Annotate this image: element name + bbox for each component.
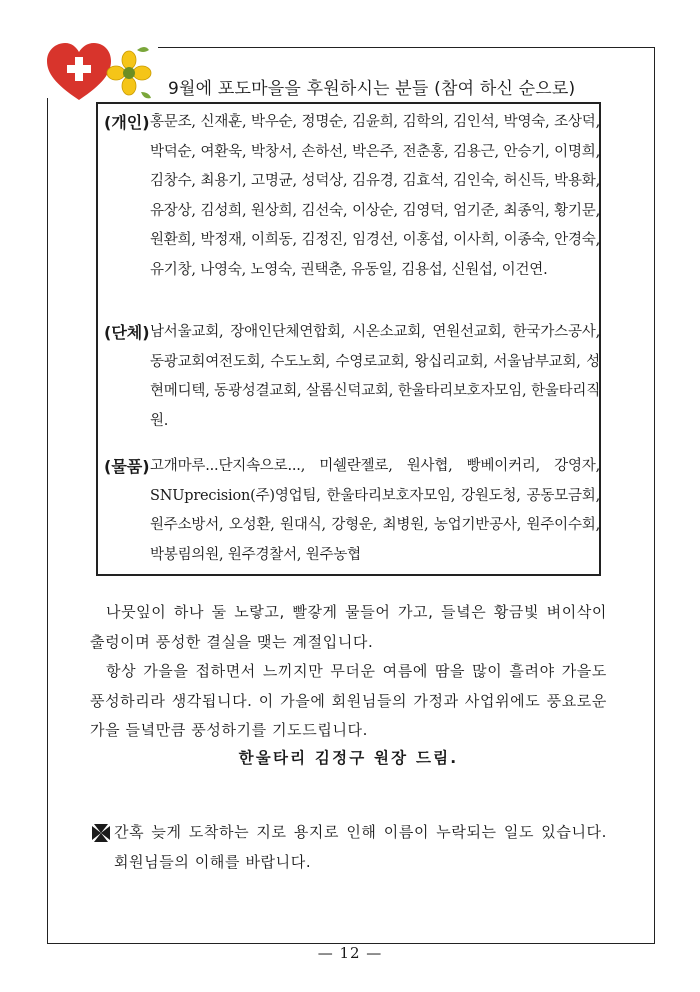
message-paragraph-2: 항상 가을을 접하면서 느끼지만 무더운 여름에 땀을 많이 흘려야 가을도 풍성하리라 생각됩니다. 이 가을에 회원님들의 가정과 사업위에도 풍요로운 가을 들녘만큼 풍성하기를 기도드립니다. [90, 662, 607, 739]
donor-names-organization: 남서울교회, 장애인단체연합회, 시온소교회, 연원선교회, 한국가스공사, 동광교회여전도회, 수도노회, 수영로교회, 왕십리교회, 서울남부교회, 성현메디텍, 동광성결교회, 살롬신덕교회, 한울타리보호자모임, 한울타리직원. [150, 324, 600, 429]
page-frame-right [654, 47, 655, 943]
donor-list-box [96, 102, 601, 576]
donor-section-goods [104, 452, 600, 570]
flower-icon [107, 47, 151, 98]
category-label-individual: (개인) [104, 113, 150, 132]
page-number: — 12 — [317, 944, 383, 962]
maltese-cross-icon [90, 822, 112, 844]
page-frame-top [158, 47, 655, 48]
category-label-organization: (단체) [104, 323, 150, 342]
message-paragraph-1: 나뭇잎이 하나 둘 노랗고, 빨갛게 물들어 가고, 들녘은 황금빛 벼이삭이 출렁이며 풍성한 결실을 맺는 계절입니다. [90, 603, 607, 651]
signature: 한울타리 김정구 원장 드림. [238, 749, 459, 767]
notice-text: 간혹 늦게 도착하는 지로 용지로 인해 이름이 누락되는 일도 있습니다. 회원님들의 이해를 바랍니다. [114, 823, 607, 871]
donor-names-goods: 고개마루...단지속으로..., 미쉘란젤로, 원사협, 빵베이커리, 강영자, SNUprecision(주)영업팀, 한울타리보호자모임, 강원도청, 공동모금회, 원주소방서, 오성환, 원대식, 강형운, 최병원, 농업기반공사, 원주이수회, 박봉림의원, 원주경찰서, 원주농협 [150, 458, 600, 563]
category-label-goods: (물품) [104, 457, 150, 476]
greeting-message [90, 598, 607, 746]
page-title: 9월에 포도마을을 후원하시는 분들 (참여 하신 순으로) [168, 79, 576, 99]
donor-names-individual: 홍문조, 신재훈, 박우순, 정명순, 김윤희, 김학의, 김인석, 박영숙, 조상덕, 박덕순, 여환욱, 박창서, 손하선, 박은주, 전춘홍, 김용근, 안승기, 이명희, 김창수, 최용기, 고명균, 성덕상, 김유경, 김효석, 김인숙, 허신득, 박용화, 유장상, 김성희, 원상희, 김선숙, 이상순, 김영덕, 엄기준, 최종익, 황기문, 원환희, 박정재, 이희동, 김정진, 임경선, 이홍섭, 이사희, 이종숙, 안경숙, 유기창, 나영숙, 노영숙, 권택춘, 유동일, 김용섭, 신원섭, 이건연. [150, 114, 600, 278]
cross-horizontal [67, 65, 91, 73]
donor-section-individual [104, 108, 600, 285]
page-frame-left [47, 98, 48, 943]
donor-section-organization [104, 318, 600, 436]
heart-cross-flower-logo [45, 40, 155, 104]
notice [90, 818, 607, 877]
